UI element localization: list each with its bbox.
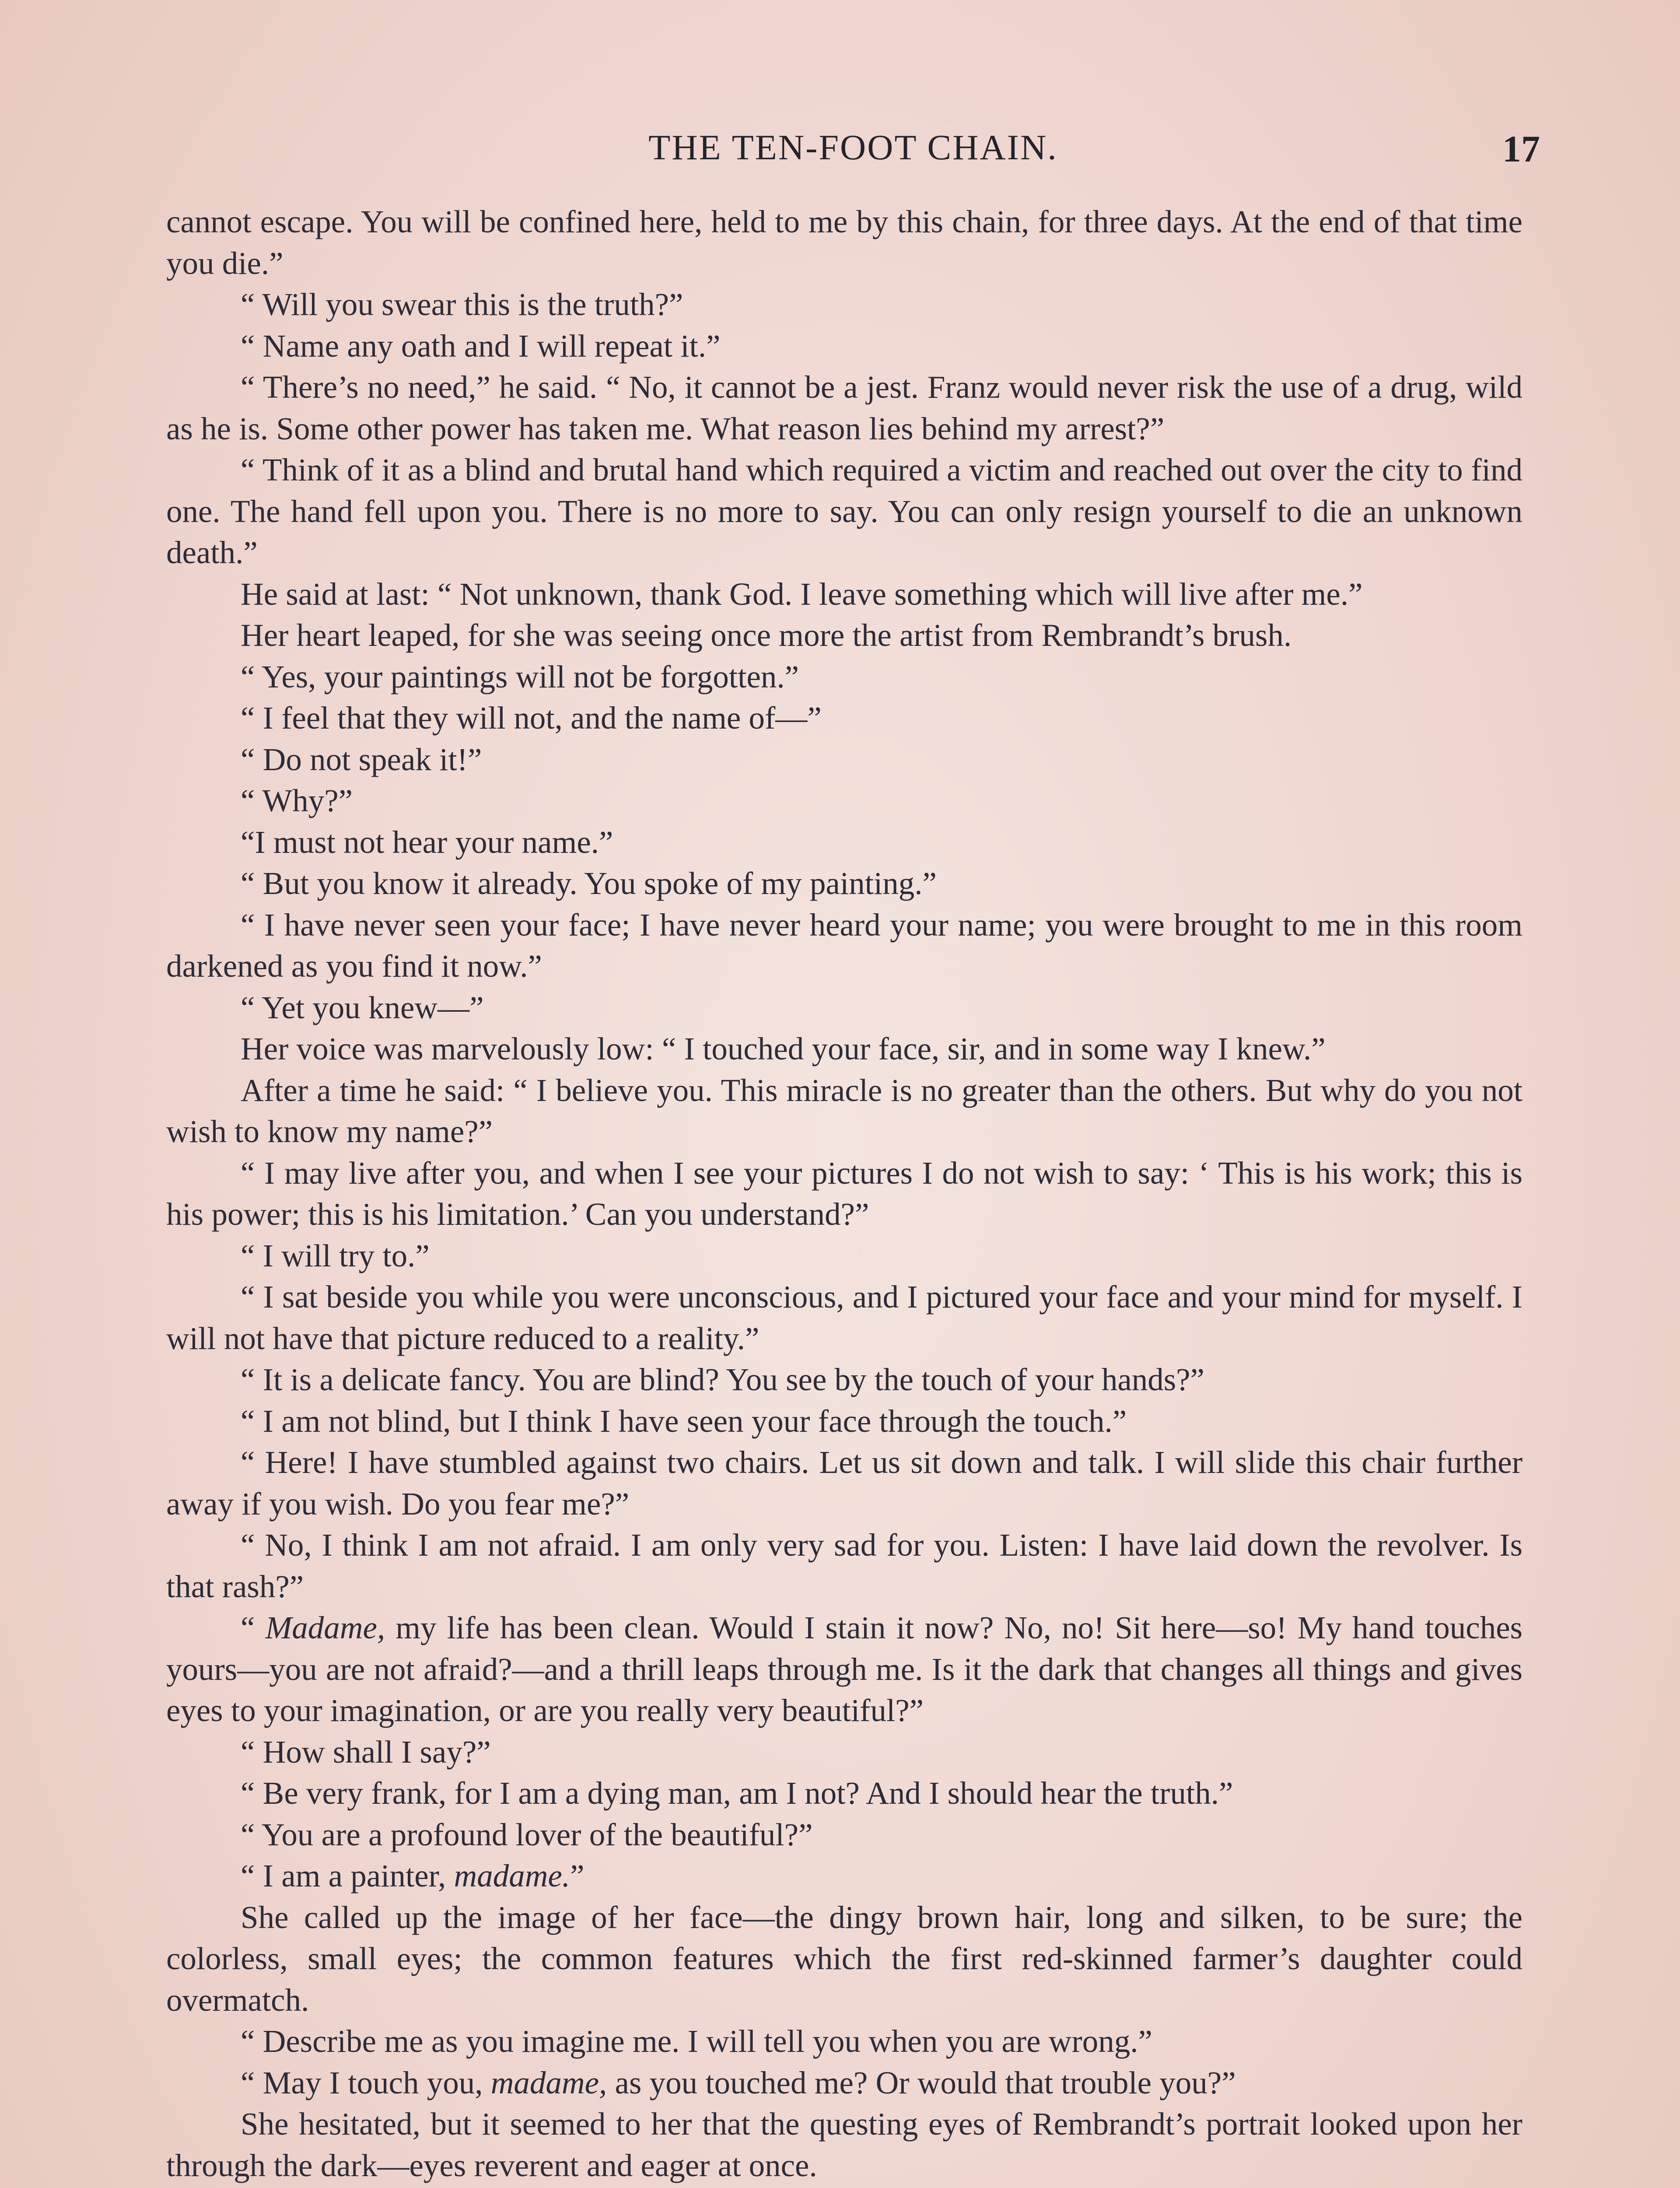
page-header <box>166 127 1540 175</box>
paragraph: “ No, I think I am not afraid. I am only very sad for you. Listen: I have laid down the revolver. Is that rash?” <box>166 1527 1522 1604</box>
text-body <box>166 201 1522 2186</box>
paragraph: Her voice was marvelously low: “ I touched your face, sir, and in some way I knew.” <box>241 1031 1326 1066</box>
paragraph-after: ” <box>570 1858 584 1893</box>
paragraph: “ I sat beside you while you were unconscious, and I pictured your face and your mind for myself. I will not have that picture reduced to a reality.” <box>166 1279 1522 1356</box>
italic-madame: madame. <box>454 1858 570 1893</box>
paragraph: “ Yet you knew—” <box>241 989 484 1025</box>
paragraph: “ Think of it as a blind and brutal hand which required a victim and reached out over the city to find one. The hand fell upon you. There is no more to say. You can only resign yourself to die an unknown death.” <box>166 452 1522 570</box>
open-quote: “ <box>241 1610 266 1645</box>
paragraph: “ Will you swear this is the truth?” <box>241 287 683 322</box>
paragraph: She hesitated, but it seemed to her that the questing eyes of Rembrandt’s portrait looked upon her through the dark—eyes reverent and eager at once. <box>166 2106 1522 2183</box>
paragraph: “ Be very frank, for I am a dying man, am I not? And I should hear the truth.” <box>241 1775 1233 1811</box>
paragraph: “ I am not blind, but I think I have seen your face through the touch.” <box>241 1403 1127 1439</box>
paragraph: “ How shall I say?” <box>241 1734 491 1770</box>
paragraph <box>166 2062 1522 2104</box>
paragraph: “ You are a profound lover of the beautiful?” <box>241 1816 813 1852</box>
running-title: THE TEN-FOOT CHAIN. <box>648 127 1058 167</box>
paragraph: “ Why?” <box>241 783 353 818</box>
paragraph-rest: my life has been clean. Would I stain it now? No, no! Sit here—so! My hand touches yours—you are not afraid?—and a thrill leaps through me. Is it the dark that changes all things and gives eyes to your imagination, or are you really very beautiful?” <box>166 1610 1523 1728</box>
paragraph: “ Describe me as you imagine me. I will tell you when you are wrong.” <box>241 2023 1152 2059</box>
paragraph: “ Name any oath and I will repeat it.” <box>241 328 721 364</box>
paragraph: “ I feel that they will not, and the name of—” <box>241 700 822 736</box>
paragraph: “ There’s no need,” he said. “ No, it cannot be a jest. Franz would never risk the use of a drug, wild as he is. Some other power has taken me. What reason lies behind my arrest?” <box>166 369 1522 446</box>
paragraph: “ I will try to.” <box>241 1238 430 1273</box>
paragraph: “ I may live after you, and when I see your pictures I do not wish to say: ‘ This is his work; this is his power; this is his limitation.’ Can you understand?” <box>166 1155 1522 1232</box>
paragraph-before: “ I am a painter, <box>241 1858 454 1893</box>
paragraph: “ But you know it already. You spoke of my painting.” <box>241 866 937 901</box>
paragraph: “ Do not speak it!” <box>241 741 482 777</box>
paragraph: “ I have never seen your face; I have never heard your name; you were brought to me in this room darkened as you find it now.” <box>166 907 1522 984</box>
paragraph: “ Yes, your paintings will not be forgotten.” <box>241 659 799 694</box>
paragraph: He said at last: “ Not unknown, thank God. I leave something which will live after me.” <box>241 576 1363 612</box>
paragraph-before: “ May I touch you, <box>241 2065 491 2100</box>
paragraph: She called up the image of her face—the dingy brown hair, long and silken, to be sure; the colorless, small eyes; the common features which the first red-skinned farmer’s daughter could overmatch. <box>166 1899 1522 2018</box>
paragraph: “I must not hear your name.” <box>241 824 613 860</box>
paragraph-after: as you touched me? Or would that trouble you?” <box>607 2065 1236 2100</box>
italic-madame: Madame, <box>265 1610 385 1645</box>
italic-madame: madame, <box>490 2065 607 2100</box>
paragraph: Her heart leaped, for she was seeing once more the artist from Rembrandt’s brush. <box>241 617 1292 653</box>
paragraph: After a time he said: “ I believe you. This miracle is no greater than the others. But why do you not wish to know my name?” <box>166 1072 1522 1149</box>
paragraph <box>166 1855 1522 1897</box>
page-number: 17 <box>1502 128 1540 170</box>
paragraph: cannot escape. You will be confined here, held to me by this chain, for three days. At the end of that time you die.” <box>166 204 1522 281</box>
paragraph <box>166 1607 1522 1732</box>
paragraph: “ It is a delicate fancy. You are blind? You see by the touch of your hands?” <box>241 1362 1204 1397</box>
paragraph: “ Here! I have stumbled against two chairs. Let us sit down and talk. I will slide this chair further away if you wish. Do you fear me?” <box>166 1445 1522 1522</box>
